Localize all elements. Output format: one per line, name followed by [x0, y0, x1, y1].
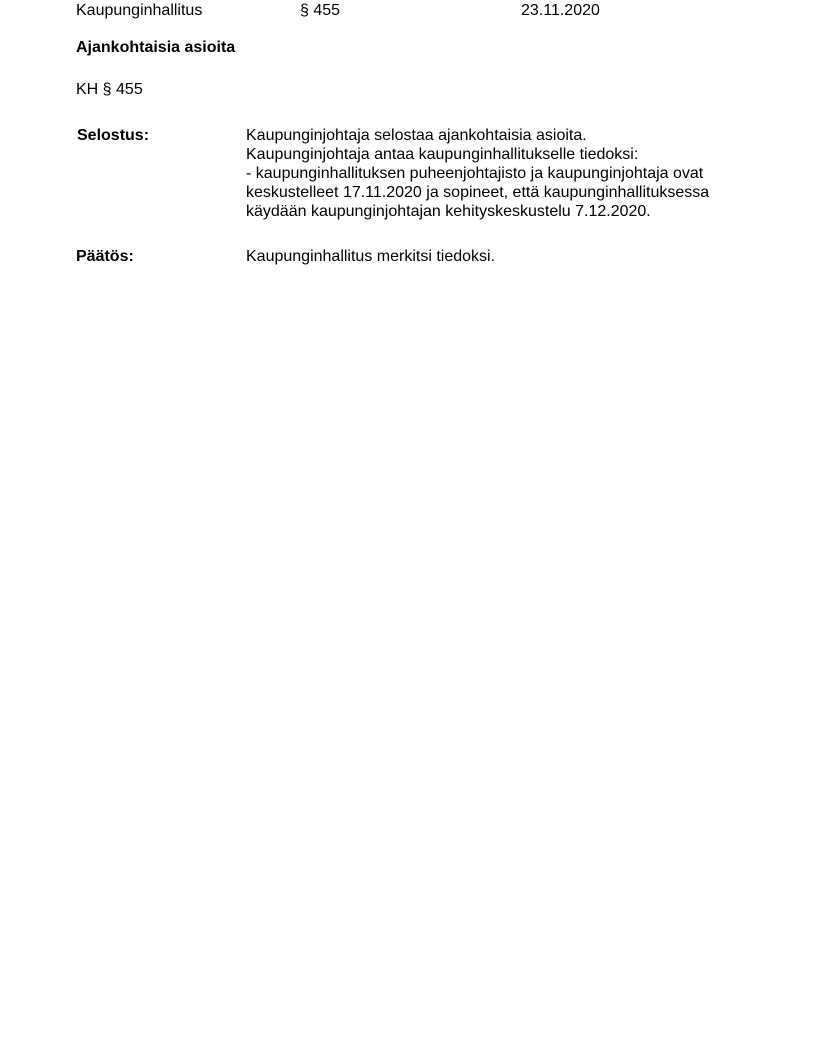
selostus-line: käydään kaupunginjohtajan kehityskeskustelu 7.12.2020. [246, 203, 651, 220]
header-body-name: Kaupunginhallitus [76, 2, 203, 19]
item-reference: KH § 455 [76, 81, 143, 98]
header-meeting-date: 23.11.2020 [521, 2, 600, 19]
paatos-text: Kaupunginhallitus merkitsi tiedoksi. [246, 248, 496, 265]
selostus-line: Kaupunginjohtaja antaa kaupunginhallitukselle tiedoksi: [246, 146, 639, 163]
selostus-line: Kaupunginjohtaja selostaa ajankohtaisia asioita. [246, 127, 587, 144]
selostus-text [246, 126, 709, 221]
header-section-number: § 455 [300, 2, 341, 19]
selostus-line: - kaupunginhallituksen puheenjohtajisto ja kaupunginjohtaja ovat [246, 165, 704, 182]
paatos-label: Päätös: [76, 248, 134, 265]
selostus-line: keskustelleet 17.11.2020 ja sopineet, että kaupunginhallituksessa [246, 184, 710, 201]
selostus-label: Selostus: [77, 127, 150, 144]
item-title: Ajankohtaisia asioita [76, 39, 236, 56]
